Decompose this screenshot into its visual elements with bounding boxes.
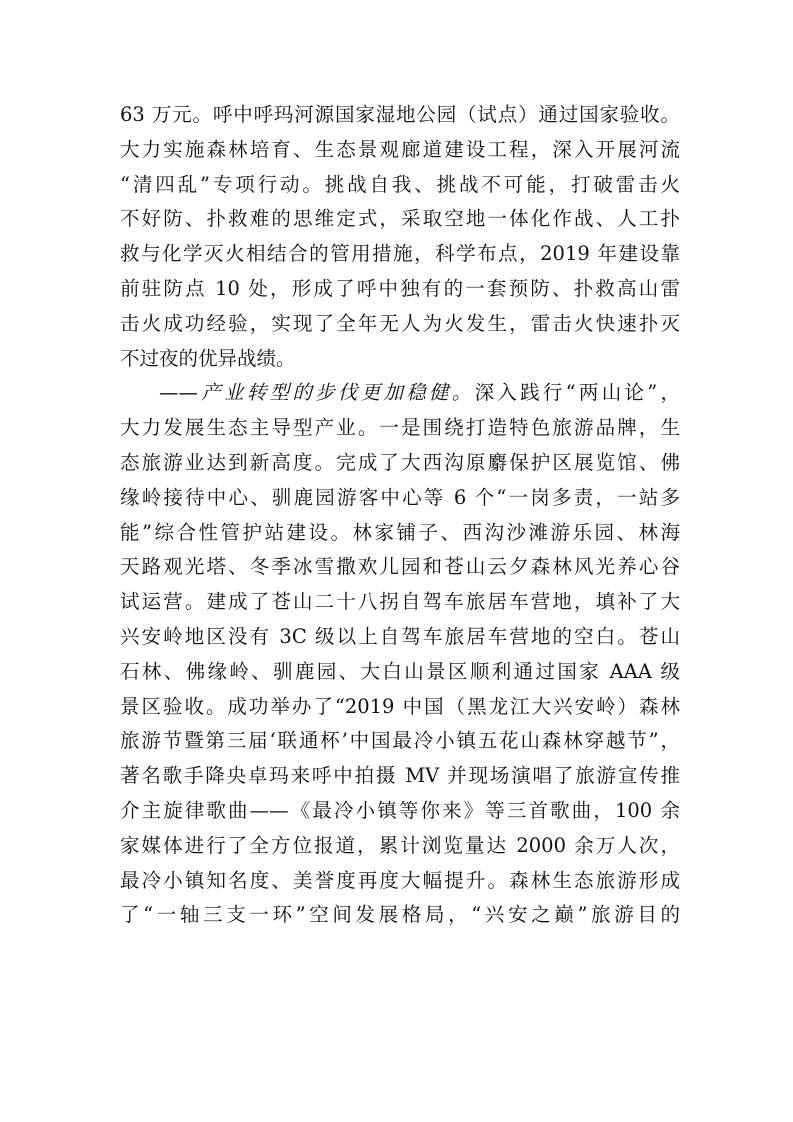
text-line: 63 万元。呼中呼玛河源国家湿地公园（试点）通过国家验收。 [120,103,680,126]
section-heading: ——产业转型的步伐更加稳健。 [159,381,475,405]
text-line: 石林、佛缘岭、驯鹿园、大白山景区顺利通过国家 AAA 级 [120,659,680,683]
paragraph-1 [120,98,680,376]
text-line: 著名歌手降央卓玛来呼中拍摄 MV 并现场演唱了旅游宣传推 [120,764,680,788]
heading-line-rest: 深入践行“两山论”， [474,381,680,405]
text-line: 前驻防点 10 处，形成了呼中独有的一套预防、扑救高山雷 [120,276,680,300]
text-line: 能”综合性管护站建设。林家铺子、西沟沙滩游乐园、林海 [120,520,680,544]
text-line: 大力实施森林培育、生态景观廊道建设工程，深入开展河流 [120,137,680,161]
text-line: 景区验收。成功举办了“2019 中国（黑龙江大兴安岭）森林 [120,694,680,718]
text-line: 兴安岭地区没有 3C 级以上自驾车旅居车营地的空白。苍山 [120,624,680,648]
text-line: 试运营。建成了苍山二十八拐自驾车旅居车营地，填补了大 [120,590,680,614]
text-line: 了“一轴三支一环”空间发展格局，“兴安之巅”旅游目的 [120,903,680,927]
text-line: 击火成功经验，实现了全年无人为火发生，雷击火快速扑灭 [120,311,680,335]
text-line: 救与化学灭火相结合的管用措施，科学布点，2019 年建设靠 [120,242,680,266]
body-text [120,98,680,933]
text-line: 不好防、扑救难的思维定式，采取空地一体化作战、人工扑 [120,207,680,231]
text-line: 家媒体进行了全方位报道，累计浏览量达 2000 余万人次， [120,833,680,857]
text-line: 不过夜的优异战绩。 [120,346,296,370]
text-line: 天路观光塔、冬季冰雪撒欢儿园和苍山云夕森林风光养心谷 [120,555,680,579]
text-line: 介主旋律歌曲——《最冷小镇等你来》等三首歌曲，100 余 [120,798,680,822]
text-line: 态旅游业达到新高度。完成了大西沟原麝保护区展览馆、佛 [120,450,680,474]
text-line: “清四乱”专项行动。挑战自我、挑战不可能，打破雷击火 [120,172,680,196]
text-line: 旅游节暨第三届‘联通杯’中国最冷小镇五花山森林穿越节”， [120,729,680,753]
section-heading-line [120,376,680,411]
text-line: 大力发展生态主导型产业。一是围绕打造特色旅游品牌，生 [120,416,680,440]
text-line: 最冷小镇知名度、美誉度再度大幅提升。森林生态旅游形成 [120,868,680,892]
paragraph-2 [120,376,680,933]
text-line: 缘岭接待中心、驯鹿园游客中心等 6 个“一岗多责，一站多 [120,485,680,509]
